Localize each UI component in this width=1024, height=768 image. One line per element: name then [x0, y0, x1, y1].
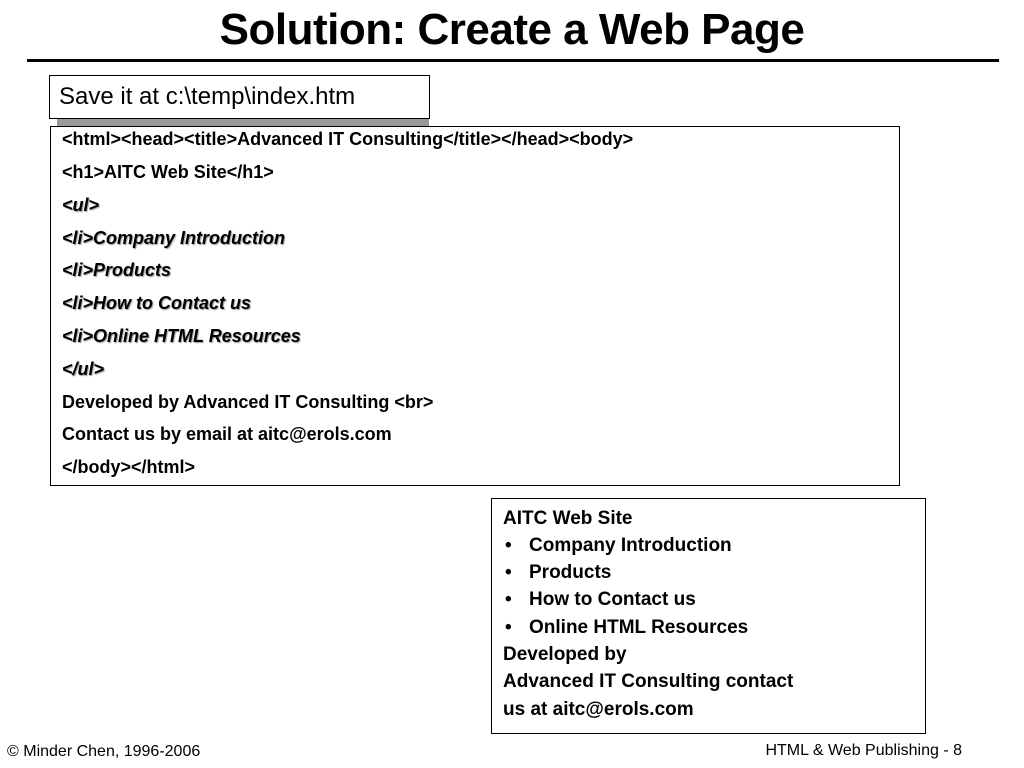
list-item: Company Introduction — [529, 535, 732, 556]
preview-footer-line: Developed by — [503, 644, 627, 665]
code-line: <ul> — [62, 195, 100, 215]
save-note-text: Save it at c:\temp\index.htm — [49, 75, 430, 119]
save-note-callout — [49, 75, 430, 119]
rendered-page-preview — [491, 498, 926, 734]
bullet-icon: • — [505, 562, 512, 583]
code-line: Contact us by email at aitc@erols.com — [62, 424, 392, 444]
title-divider — [27, 59, 999, 62]
code-line: </body></html> — [62, 457, 196, 477]
copyright-notice: © Minder Chen, 1996-2006 — [7, 743, 201, 760]
bullet-icon: • — [505, 535, 512, 556]
html-code-box — [50, 126, 900, 486]
bullet-icon: • — [505, 589, 512, 610]
list-item: Online HTML Resources — [529, 617, 749, 638]
code-line: <li>Products — [62, 260, 172, 280]
code-line: <h1>AITC Web Site</h1> — [62, 162, 274, 182]
preview-footer-line: Advanced IT Consulting contact — [503, 671, 794, 692]
list-item: How to Contact us — [529, 589, 696, 610]
code-line: <li>Online HTML Resources — [62, 326, 301, 346]
slide-title: Solution: Create a Web Page — [219, 5, 805, 54]
list-item: Products — [529, 562, 612, 583]
code-line: <html><head><title>Advanced IT Consulting</title></head><body> — [62, 129, 634, 149]
code-line: <li>Company Introduction — [62, 228, 286, 248]
code-line: </ul> — [62, 359, 105, 379]
code-line: <li>How to Contact us — [62, 293, 252, 313]
preview-footer-line: us at aitc@erols.com — [503, 699, 694, 720]
preview-heading: AITC Web Site — [503, 508, 633, 529]
bullet-icon: • — [505, 617, 512, 638]
page-number: HTML & Web Publishing - 8 — [765, 742, 962, 759]
code-line: Developed by Advanced IT Consulting <br> — [62, 392, 434, 412]
